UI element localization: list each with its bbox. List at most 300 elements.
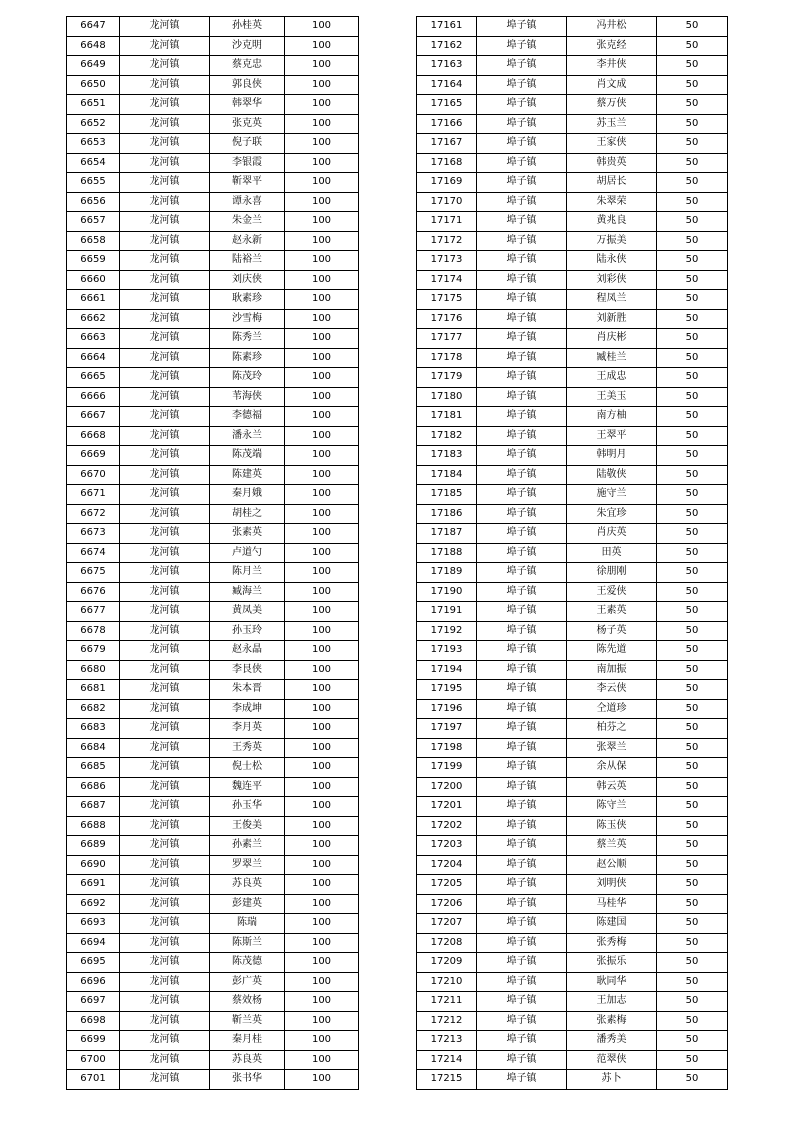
- town-cell: 龙河镇: [120, 816, 210, 836]
- amount-cell: 50: [657, 95, 728, 115]
- amount-cell: 100: [285, 680, 359, 700]
- town-cell: 埠子镇: [477, 953, 567, 973]
- town-cell: 埠子镇: [477, 134, 567, 154]
- amount-cell: 100: [285, 1011, 359, 1031]
- serial-cell: 17161: [417, 17, 477, 37]
- serial-cell: 17165: [417, 95, 477, 115]
- name-cell: 张振乐: [567, 953, 657, 973]
- town-cell: 埠子镇: [477, 797, 567, 817]
- table-row: [67, 524, 359, 544]
- name-cell: 李云侠: [567, 680, 657, 700]
- serial-cell: 6684: [67, 738, 120, 758]
- serial-cell: 6700: [67, 1050, 120, 1070]
- name-cell: 朱金兰: [210, 212, 285, 232]
- name-cell: 蔡效杨: [210, 992, 285, 1012]
- serial-cell: 6695: [67, 953, 120, 973]
- amount-cell: 50: [657, 582, 728, 602]
- town-cell: 埠子镇: [477, 95, 567, 115]
- name-cell: 冯井松: [567, 17, 657, 37]
- town-cell: 龙河镇: [120, 231, 210, 251]
- name-cell: 孙素兰: [210, 836, 285, 856]
- table-row: [417, 777, 728, 797]
- table-row: [67, 719, 359, 739]
- amount-cell: 100: [285, 270, 359, 290]
- serial-cell: 17188: [417, 543, 477, 563]
- amount-cell: 100: [285, 894, 359, 914]
- town-cell: 埠子镇: [477, 309, 567, 329]
- table-row: [67, 680, 359, 700]
- name-cell: 陈守兰: [567, 797, 657, 817]
- town-cell: 龙河镇: [120, 524, 210, 544]
- amount-cell: 50: [657, 407, 728, 427]
- name-cell: 赵永晶: [210, 641, 285, 661]
- table-row: [417, 56, 728, 76]
- name-cell: 刘新胜: [567, 309, 657, 329]
- table-row: [67, 173, 359, 193]
- serial-cell: 6688: [67, 816, 120, 836]
- name-cell: 陈素珍: [210, 348, 285, 368]
- town-cell: 龙河镇: [120, 36, 210, 56]
- table-row: [417, 1070, 728, 1090]
- town-cell: 龙河镇: [120, 17, 210, 37]
- serial-cell: 17184: [417, 465, 477, 485]
- amount-cell: 50: [657, 485, 728, 505]
- amount-cell: 100: [285, 426, 359, 446]
- name-cell: 南加振: [567, 660, 657, 680]
- amount-cell: 100: [285, 446, 359, 466]
- serial-cell: 6669: [67, 446, 120, 466]
- town-cell: 埠子镇: [477, 446, 567, 466]
- town-cell: 埠子镇: [477, 407, 567, 427]
- amount-cell: 50: [657, 543, 728, 563]
- serial-cell: 6701: [67, 1070, 120, 1090]
- serial-cell: 6675: [67, 563, 120, 583]
- name-cell: 刘庆侠: [210, 270, 285, 290]
- serial-cell: 6670: [67, 465, 120, 485]
- serial-cell: 17181: [417, 407, 477, 427]
- name-cell: 胡桂之: [210, 504, 285, 524]
- serial-cell: 17199: [417, 758, 477, 778]
- serial-cell: 6652: [67, 114, 120, 134]
- town-cell: 埠子镇: [477, 1011, 567, 1031]
- amount-cell: 100: [285, 290, 359, 310]
- amount-cell: 50: [657, 699, 728, 719]
- town-cell: 埠子镇: [477, 524, 567, 544]
- town-cell: 埠子镇: [477, 426, 567, 446]
- table-row: [67, 582, 359, 602]
- name-cell: 苏良英: [210, 875, 285, 895]
- table-row: [417, 212, 728, 232]
- table-row: [417, 309, 728, 329]
- table-row: [67, 563, 359, 583]
- name-cell: 王素英: [567, 602, 657, 622]
- town-cell: 埠子镇: [477, 855, 567, 875]
- table-row: [417, 719, 728, 739]
- serial-cell: 17215: [417, 1070, 477, 1090]
- amount-cell: 50: [657, 251, 728, 271]
- amount-cell: 100: [285, 75, 359, 95]
- amount-cell: 100: [285, 699, 359, 719]
- amount-cell: 100: [285, 992, 359, 1012]
- serial-cell: 17173: [417, 251, 477, 271]
- amount-cell: 50: [657, 641, 728, 661]
- town-cell: 龙河镇: [120, 680, 210, 700]
- amount-cell: 50: [657, 660, 728, 680]
- amount-cell: 100: [285, 231, 359, 251]
- table-row: [417, 407, 728, 427]
- table-row: [67, 836, 359, 856]
- town-cell: 龙河镇: [120, 933, 210, 953]
- town-cell: 埠子镇: [477, 914, 567, 934]
- name-cell: 王秀英: [210, 738, 285, 758]
- table-row: [417, 231, 728, 251]
- serial-cell: 6699: [67, 1031, 120, 1051]
- amount-cell: 50: [657, 621, 728, 641]
- serial-cell: 6672: [67, 504, 120, 524]
- amount-cell: 50: [657, 348, 728, 368]
- serial-cell: 6687: [67, 797, 120, 817]
- amount-cell: 100: [285, 582, 359, 602]
- amount-cell: 100: [285, 524, 359, 544]
- amount-cell: 50: [657, 153, 728, 173]
- town-cell: 埠子镇: [477, 17, 567, 37]
- name-cell: 王加志: [567, 992, 657, 1012]
- name-cell: 陆永侠: [567, 251, 657, 271]
- serial-cell: 6693: [67, 914, 120, 934]
- town-cell: 龙河镇: [120, 797, 210, 817]
- table-row: [417, 504, 728, 524]
- table-row: [67, 446, 359, 466]
- town-cell: 龙河镇: [120, 582, 210, 602]
- amount-cell: 100: [285, 855, 359, 875]
- name-cell: 陈建英: [210, 465, 285, 485]
- name-cell: 黄兆良: [567, 212, 657, 232]
- table-row: [67, 758, 359, 778]
- serial-cell: 17182: [417, 426, 477, 446]
- town-cell: 埠子镇: [477, 231, 567, 251]
- town-cell: 龙河镇: [120, 504, 210, 524]
- name-cell: 陈建国: [567, 914, 657, 934]
- amount-cell: 100: [285, 504, 359, 524]
- table-row: [417, 270, 728, 290]
- town-cell: 龙河镇: [120, 387, 210, 407]
- table-row: [417, 426, 728, 446]
- town-cell: 龙河镇: [120, 738, 210, 758]
- table-row: [417, 251, 728, 271]
- amount-cell: 100: [285, 368, 359, 388]
- table-row: [67, 933, 359, 953]
- town-cell: 埠子镇: [477, 485, 567, 505]
- town-cell: 龙河镇: [120, 563, 210, 583]
- serial-cell: 17172: [417, 231, 477, 251]
- amount-cell: 50: [657, 504, 728, 524]
- serial-cell: 6694: [67, 933, 120, 953]
- serial-cell: 6655: [67, 173, 120, 193]
- amount-cell: 50: [657, 212, 728, 232]
- name-cell: 靳翠平: [210, 173, 285, 193]
- name-cell: 张秀梅: [567, 933, 657, 953]
- town-cell: 龙河镇: [120, 251, 210, 271]
- serial-cell: 6674: [67, 543, 120, 563]
- name-cell: 李银霞: [210, 153, 285, 173]
- amount-cell: 50: [657, 1011, 728, 1031]
- table-row: [417, 387, 728, 407]
- town-cell: 龙河镇: [120, 446, 210, 466]
- table-row: [67, 290, 359, 310]
- town-cell: 埠子镇: [477, 192, 567, 212]
- amount-cell: 100: [285, 348, 359, 368]
- town-cell: 龙河镇: [120, 914, 210, 934]
- table-row: [67, 602, 359, 622]
- serial-cell: 6692: [67, 894, 120, 914]
- table-row: [417, 914, 728, 934]
- name-cell: 胡居长: [567, 173, 657, 193]
- serial-cell: 17167: [417, 134, 477, 154]
- table-row: [417, 192, 728, 212]
- amount-cell: 100: [285, 719, 359, 739]
- table-row: [67, 485, 359, 505]
- name-cell: 杨子英: [567, 621, 657, 641]
- town-cell: 龙河镇: [120, 777, 210, 797]
- amount-cell: 100: [285, 758, 359, 778]
- town-cell: 埠子镇: [477, 543, 567, 563]
- table-row: [67, 368, 359, 388]
- town-cell: 龙河镇: [120, 1050, 210, 1070]
- serial-cell: 6661: [67, 290, 120, 310]
- town-cell: 龙河镇: [120, 485, 210, 505]
- name-cell: 朱本晋: [210, 680, 285, 700]
- name-cell: 陈月兰: [210, 563, 285, 583]
- amount-cell: 50: [657, 75, 728, 95]
- name-cell: 秦月娥: [210, 485, 285, 505]
- table-row: [417, 543, 728, 563]
- name-cell: 余从保: [567, 758, 657, 778]
- town-cell: 龙河镇: [120, 329, 210, 349]
- name-cell: 刘明侠: [567, 875, 657, 895]
- town-cell: 埠子镇: [477, 875, 567, 895]
- serial-cell: 17202: [417, 816, 477, 836]
- name-cell: 徐朋刚: [567, 563, 657, 583]
- serial-cell: 17166: [417, 114, 477, 134]
- town-cell: 埠子镇: [477, 816, 567, 836]
- serial-cell: 17206: [417, 894, 477, 914]
- table-row: [417, 933, 728, 953]
- table-row: [417, 1011, 728, 1031]
- amount-cell: 100: [285, 933, 359, 953]
- table-row: [67, 621, 359, 641]
- town-cell: 龙河镇: [120, 309, 210, 329]
- table-row: [417, 134, 728, 154]
- town-cell: 龙河镇: [120, 1070, 210, 1090]
- amount-cell: 50: [657, 309, 728, 329]
- name-cell: 郭良侠: [210, 75, 285, 95]
- table-row: [417, 446, 728, 466]
- amount-cell: 50: [657, 855, 728, 875]
- name-cell: 陈瑞: [210, 914, 285, 934]
- table-row: [67, 192, 359, 212]
- town-cell: 龙河镇: [120, 660, 210, 680]
- amount-cell: 100: [285, 465, 359, 485]
- amount-cell: 50: [657, 758, 728, 778]
- amount-cell: 100: [285, 641, 359, 661]
- town-cell: 埠子镇: [477, 777, 567, 797]
- serial-cell: 17164: [417, 75, 477, 95]
- amount-cell: 50: [657, 797, 728, 817]
- amount-cell: 50: [657, 192, 728, 212]
- table-row: [417, 953, 728, 973]
- table-row: [417, 758, 728, 778]
- amount-cell: 50: [657, 719, 728, 739]
- table-row: [417, 36, 728, 56]
- serial-cell: 17183: [417, 446, 477, 466]
- amount-cell: 50: [657, 134, 728, 154]
- town-cell: 埠子镇: [477, 563, 567, 583]
- serial-cell: 6653: [67, 134, 120, 154]
- table-row: [67, 504, 359, 524]
- table-row: [67, 641, 359, 661]
- town-cell: 龙河镇: [120, 212, 210, 232]
- town-cell: 龙河镇: [120, 407, 210, 427]
- serial-cell: 6690: [67, 855, 120, 875]
- table-row: [417, 563, 728, 583]
- table-row: [417, 1031, 728, 1051]
- town-cell: 龙河镇: [120, 56, 210, 76]
- town-cell: 埠子镇: [477, 387, 567, 407]
- serial-cell: 6660: [67, 270, 120, 290]
- table-row: [417, 114, 728, 134]
- name-cell: 陈茂玲: [210, 368, 285, 388]
- table-row: [67, 660, 359, 680]
- town-cell: 龙河镇: [120, 836, 210, 856]
- amount-cell: 100: [285, 836, 359, 856]
- serial-cell: 6648: [67, 36, 120, 56]
- town-cell: 龙河镇: [120, 992, 210, 1012]
- amount-cell: 100: [285, 56, 359, 76]
- name-cell: 田英: [567, 543, 657, 563]
- name-cell: 谭永喜: [210, 192, 285, 212]
- name-cell: 朱翠荣: [567, 192, 657, 212]
- serial-cell: 17185: [417, 485, 477, 505]
- serial-cell: 17171: [417, 212, 477, 232]
- serial-cell: 17169: [417, 173, 477, 193]
- serial-cell: 17196: [417, 699, 477, 719]
- name-cell: 张翠兰: [567, 738, 657, 758]
- amount-cell: 100: [285, 914, 359, 934]
- serial-cell: 6682: [67, 699, 120, 719]
- name-cell: 王成忠: [567, 368, 657, 388]
- name-cell: 韩贵英: [567, 153, 657, 173]
- town-cell: 埠子镇: [477, 699, 567, 719]
- serial-cell: 6668: [67, 426, 120, 446]
- town-cell: 龙河镇: [120, 95, 210, 115]
- table-row: [67, 699, 359, 719]
- name-cell: 臧桂兰: [567, 348, 657, 368]
- serial-cell: 17179: [417, 368, 477, 388]
- name-cell: 张克经: [567, 36, 657, 56]
- table-row: [67, 972, 359, 992]
- town-cell: 埠子镇: [477, 582, 567, 602]
- amount-cell: 100: [285, 173, 359, 193]
- table-row: [67, 387, 359, 407]
- amount-cell: 100: [285, 485, 359, 505]
- serial-cell: 17207: [417, 914, 477, 934]
- name-cell: 施守兰: [567, 485, 657, 505]
- town-cell: 埠子镇: [477, 758, 567, 778]
- amount-cell: 50: [657, 270, 728, 290]
- table-row: [67, 816, 359, 836]
- name-cell: 王俊美: [210, 816, 285, 836]
- serial-cell: 17190: [417, 582, 477, 602]
- table-row: [67, 348, 359, 368]
- name-cell: 苏卜: [567, 1070, 657, 1090]
- amount-cell: 50: [657, 777, 728, 797]
- amount-cell: 50: [657, 446, 728, 466]
- table-row: [417, 680, 728, 700]
- town-cell: 埠子镇: [477, 602, 567, 622]
- amount-cell: 50: [657, 1050, 728, 1070]
- serial-cell: 17213: [417, 1031, 477, 1051]
- name-cell: 臧海兰: [210, 582, 285, 602]
- name-cell: 王美玉: [567, 387, 657, 407]
- table-row: [67, 270, 359, 290]
- town-cell: 埠子镇: [477, 933, 567, 953]
- table-row: [417, 75, 728, 95]
- amount-cell: 50: [657, 738, 728, 758]
- serial-cell: 6659: [67, 251, 120, 271]
- name-cell: 王翠平: [567, 426, 657, 446]
- amount-cell: 100: [285, 797, 359, 817]
- name-cell: 张素英: [210, 524, 285, 544]
- amount-cell: 50: [657, 875, 728, 895]
- amount-cell: 50: [657, 992, 728, 1012]
- name-cell: 仝道珍: [567, 699, 657, 719]
- town-cell: 埠子镇: [477, 660, 567, 680]
- town-cell: 龙河镇: [120, 875, 210, 895]
- name-cell: 李艮侠: [210, 660, 285, 680]
- name-cell: 陈斯兰: [210, 933, 285, 953]
- name-cell: 蔡万侠: [567, 95, 657, 115]
- table-row: [67, 114, 359, 134]
- amount-cell: 100: [285, 1050, 359, 1070]
- name-cell: 王爱侠: [567, 582, 657, 602]
- name-cell: 陈茂德: [210, 953, 285, 973]
- town-cell: 埠子镇: [477, 348, 567, 368]
- serial-cell: 17176: [417, 309, 477, 329]
- table-row: [67, 95, 359, 115]
- amount-cell: 50: [657, 894, 728, 914]
- serial-cell: 6681: [67, 680, 120, 700]
- serial-cell: 17178: [417, 348, 477, 368]
- table-row: [417, 621, 728, 641]
- table-row: [417, 173, 728, 193]
- amount-cell: 100: [285, 563, 359, 583]
- serial-cell: 6647: [67, 17, 120, 37]
- amount-cell: 50: [657, 933, 728, 953]
- name-cell: 魏连平: [210, 777, 285, 797]
- amount-cell: 100: [285, 36, 359, 56]
- name-cell: 陈玉侠: [567, 816, 657, 836]
- name-cell: 肖庆彬: [567, 329, 657, 349]
- amount-cell: 50: [657, 953, 728, 973]
- name-cell: 张书华: [210, 1070, 285, 1090]
- town-cell: 埠子镇: [477, 972, 567, 992]
- town-cell: 埠子镇: [477, 114, 567, 134]
- table-row: [417, 797, 728, 817]
- serial-cell: 17209: [417, 953, 477, 973]
- town-cell: 龙河镇: [120, 368, 210, 388]
- table-row: [417, 972, 728, 992]
- name-cell: 彭建英: [210, 894, 285, 914]
